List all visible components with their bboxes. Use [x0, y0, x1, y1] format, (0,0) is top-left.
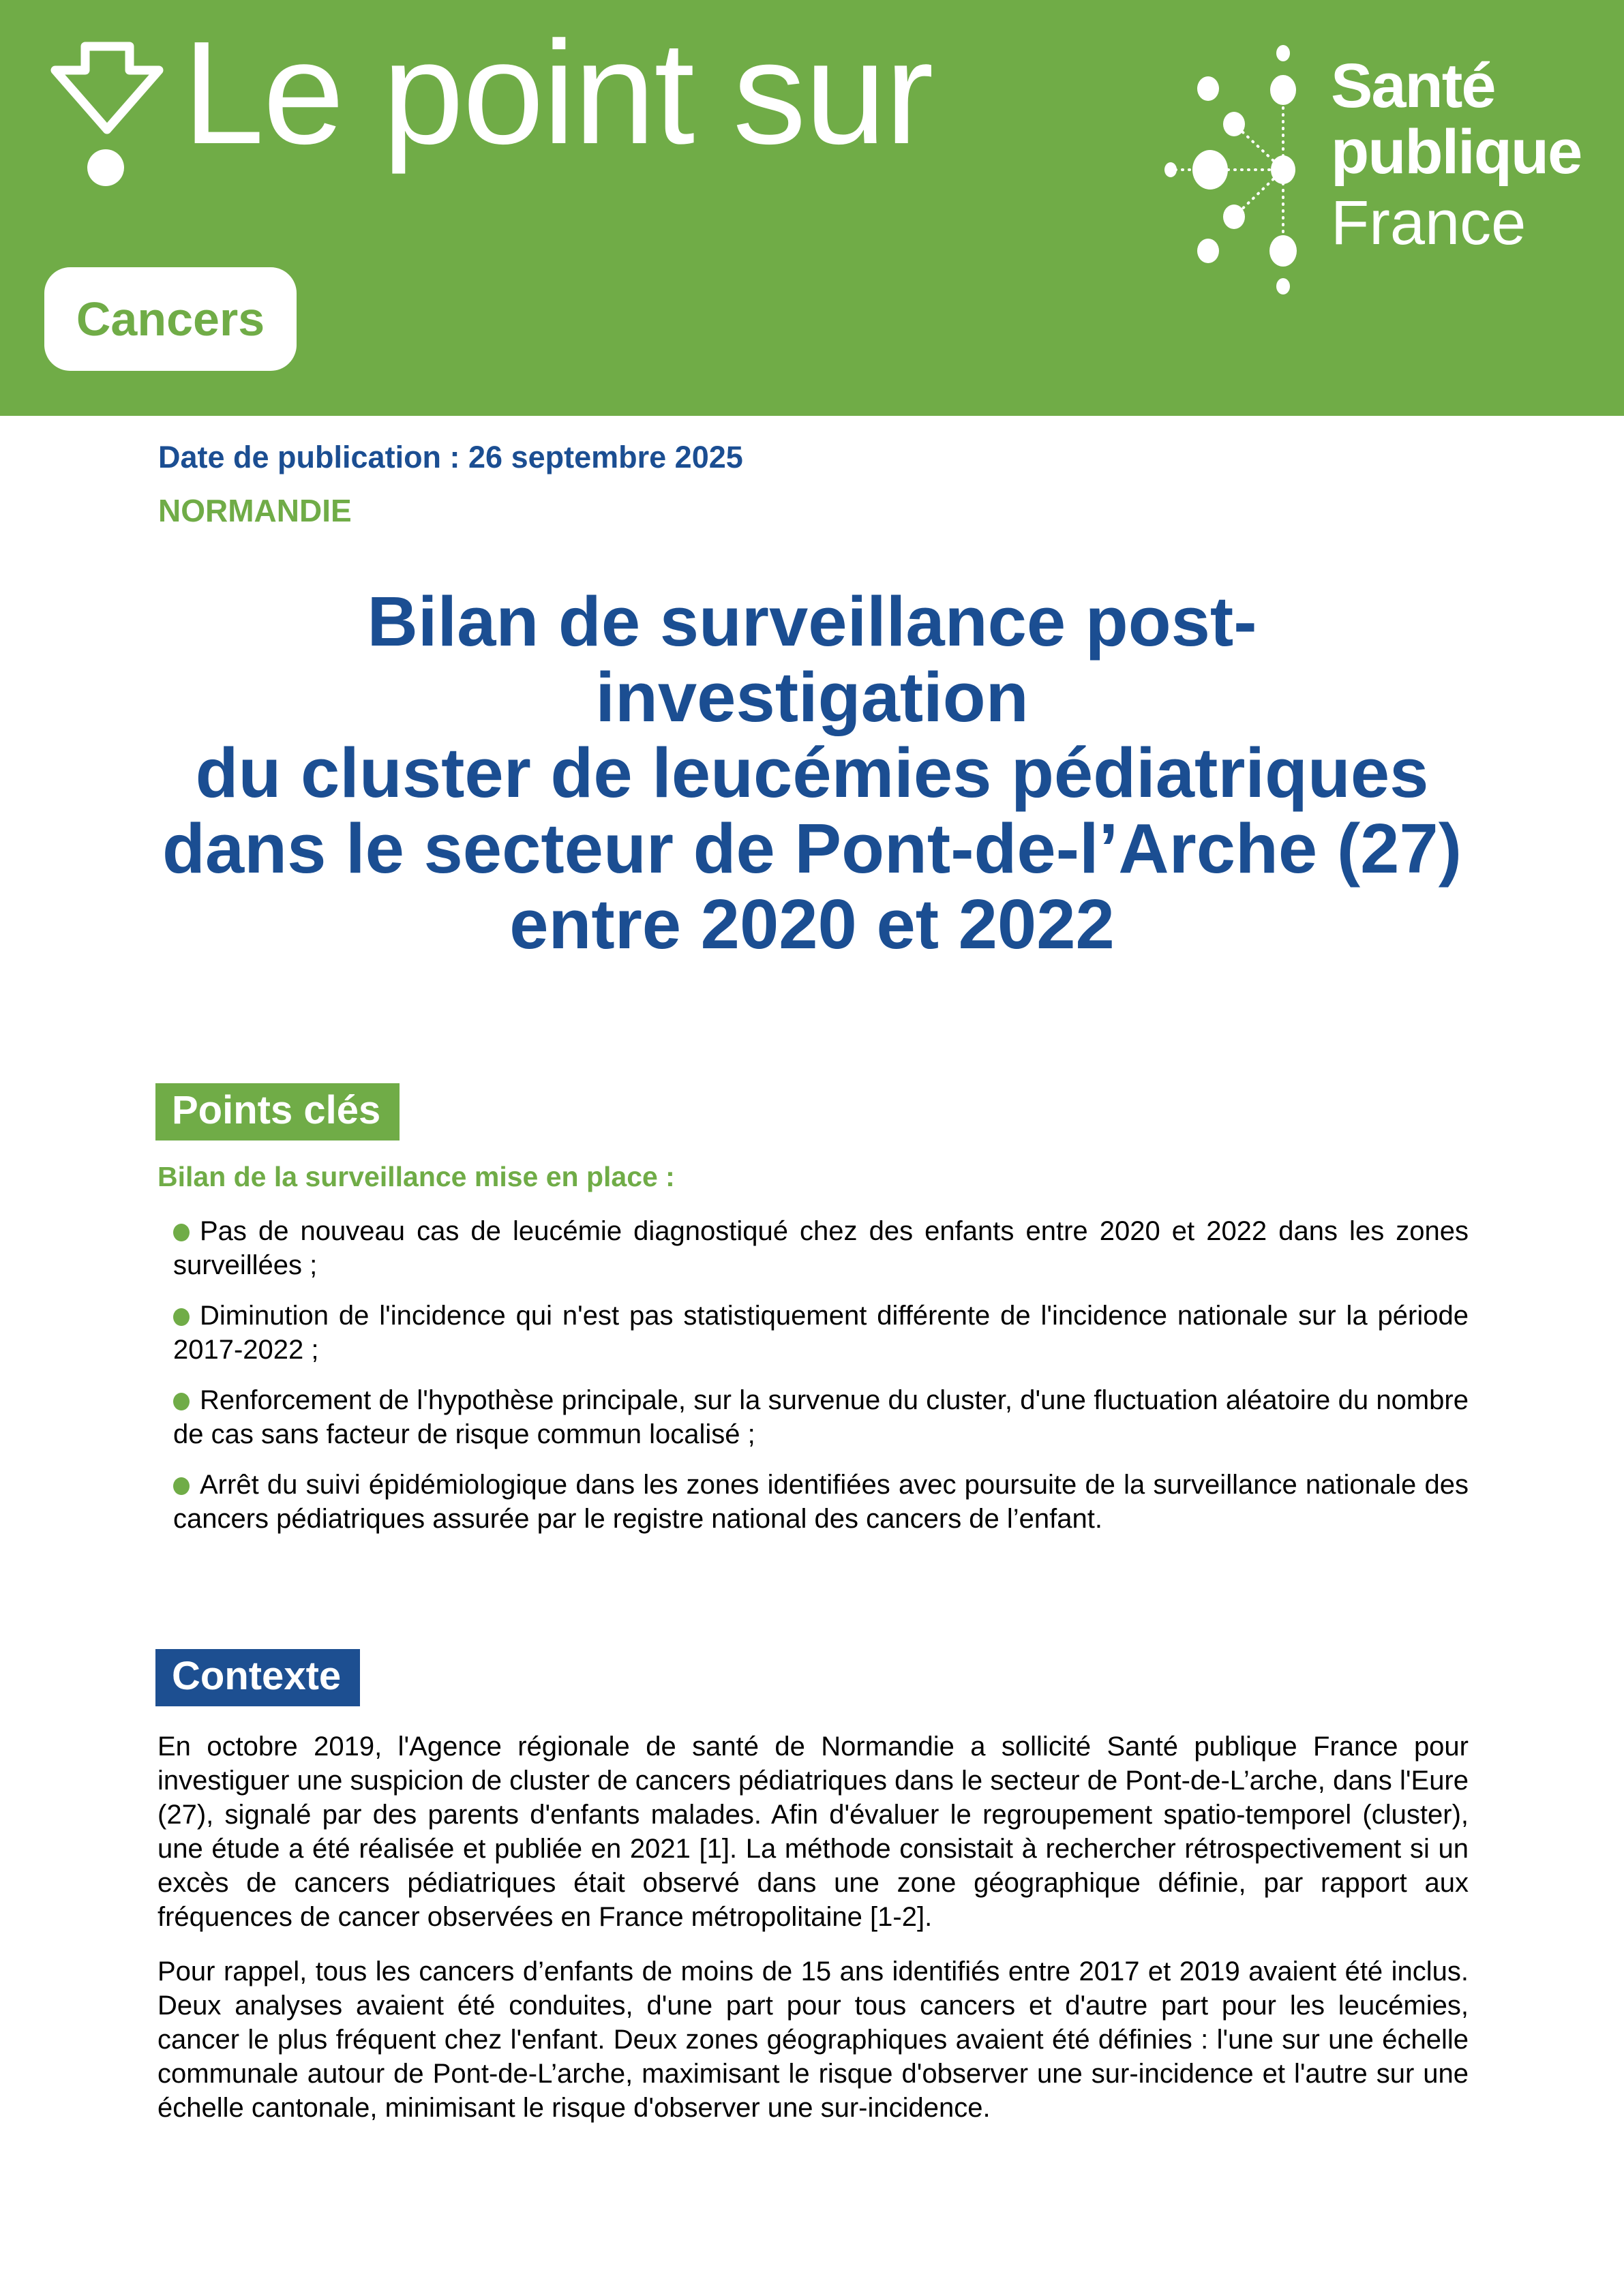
- document-title: [157, 584, 1467, 962]
- header-band: [0, 0, 1624, 416]
- document-title-line-3: dans le secteur de Pont-de-l’Arche (27): [162, 809, 1462, 888]
- document-body: [0, 416, 1624, 2125]
- contexte-section: [155, 1649, 1469, 1706]
- publication-date: Date de publication : 26 septembre 2025: [158, 440, 743, 474]
- logo-line-publique: publique: [1331, 117, 1582, 187]
- points-cles-subheading: Bilan de la surveillance mise en place :: [157, 1161, 675, 1192]
- points-cles-section: [155, 1083, 1469, 1141]
- down-arrow-icon: [48, 40, 164, 190]
- points-cles-heading: Points clés: [155, 1083, 400, 1141]
- sante-publique-france-logo-text: [1331, 53, 1581, 260]
- context-paragraph-1: En octobre 2019, l'Agence régionale de santé de Normandie a sollicité Santé publique France pour investiguer une suspicion de cluster de cancers pédiatriques dans le secteur de Pont-de-L’arche, dans l'Eure (27), signalé par des parents d'enfants malades. Afin d'évaluer le regroupement spatio-temporel (cluster), une étude a été réalisée et publiée en 2021 [1]. La méthode consistait à rechercher rétrospectivement si un excès de cancers pédiatriques était observé dans une zone géographique définie, par rapport aux fréquences de cancer observées en France métropolitaine [1-2].: [157, 1732, 1469, 1932]
- list-item: [173, 1468, 1469, 1536]
- document-title-line-2: du cluster de leucémies pédiatriques: [195, 734, 1429, 812]
- category-badge: [44, 267, 297, 371]
- bullet-icon: [173, 1477, 190, 1495]
- category-badge-label: Cancers: [76, 292, 265, 346]
- list-item-text: Pas de nouveau cas de leucémie diagnostiqué chez des enfants entre 2020 et 2022 dans les zones surveillées ;: [173, 1216, 1469, 1280]
- key-points-list: [173, 1214, 1469, 1536]
- list-item-text: Renforcement de l'hypothèse principale, sur la survenue du cluster, d'une fluctuation aléatoire du nombre de cas sans facteur de risque commun localisé ;: [173, 1385, 1469, 1449]
- region-label: NORMANDIE: [158, 493, 352, 528]
- logo-line-sante: Santé: [1331, 51, 1495, 121]
- publication-brand-title: Le point sur: [183, 10, 933, 175]
- list-item: [173, 1214, 1469, 1282]
- logo-line-france: France: [1331, 188, 1527, 258]
- bullet-icon: [173, 1308, 190, 1326]
- context-paragraph-2: Pour rappel, tous les cancers d’enfants de moins de 15 ans identifiés entre 2017 et 2019 avaient été inclus. Deux analyses avaient été conduites, d'une part pour tous cancers et d'autre part pour les leucémies, cancer le plus fréquent chez l'enfant. Deux zones géographiques avaient été définies : l'une sur une échelle communale autour de Pont-de-L’arche, maximisant le risque d'observer une sur-incidence et l'autre sur une échelle cantonale, minimisant le risque d'observer une sur-incidence.: [157, 1957, 1469, 2123]
- list-item-text: Arrêt du suivi épidémiologique dans les zones identifiées avec poursuite de la surveillance nationale des cancers pédiatriques assurée par le registre national des cancers de l’enfant.: [173, 1470, 1469, 1534]
- bullet-icon: [173, 1393, 190, 1410]
- list-item-text: Diminution de l'incidence qui n'est pas statistiquement différente de l'incidence nationale sur la période 2017-2022 ;: [173, 1301, 1469, 1365]
- list-item: [173, 1383, 1469, 1451]
- bullet-icon: [173, 1224, 190, 1241]
- contexte-heading: Contexte: [155, 1649, 360, 1706]
- list-item: [173, 1299, 1469, 1367]
- document-title-line-1: Bilan de surveillance post-investigation: [367, 582, 1257, 736]
- sante-publique-france-logo-icon: [1152, 37, 1316, 310]
- document-title-line-4: entre 2020 et 2022: [509, 885, 1115, 963]
